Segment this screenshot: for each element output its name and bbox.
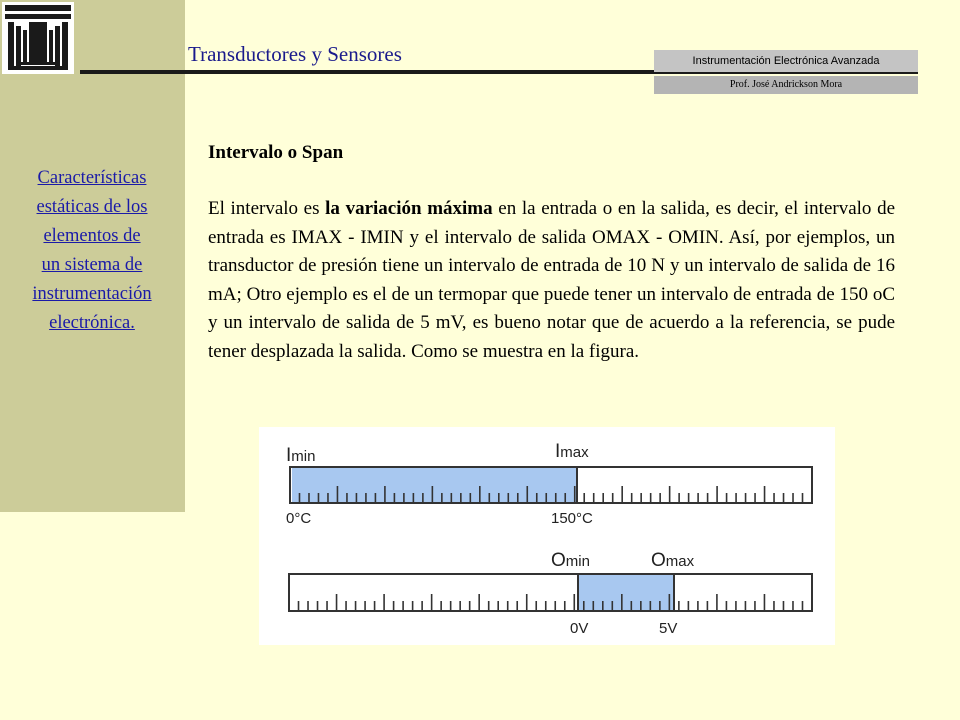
sidebar-topic-link[interactable]	[4, 164, 180, 338]
body-paragraph	[208, 195, 895, 366]
output-scale-ticks	[299, 594, 803, 610]
output-min-label: Omin	[551, 550, 590, 571]
span-figure	[259, 427, 835, 645]
sidebar-link-line: un sistema de	[41, 255, 143, 275]
input-start-label: 0°C	[286, 510, 312, 527]
paragraph-text: en la entrada o en la salida, es decir, el intervalo de entrada es IMAX - IMIN y el intervalo de salida OMAX - OMIN. Así, por ejemplos, un transductor de presión tiene un intervalo de entrada de 10 N y un intervalo de salida de 16 mA; Otro ejemplo es el de un termopar que puede tener un intervalo de entrada de 150 oC y un intervalo de salida de 5 mV, es bueno notar que de acuerdo a la referencia, se pude tener desplazada la salida. Como se muestra en la figura.	[208, 198, 895, 362]
input-max-label: Imax	[555, 441, 589, 462]
sidebar-panel	[0, 0, 185, 512]
sidebar-link-line: electrónica.	[49, 313, 135, 333]
sidebar-link-line: Características	[37, 168, 147, 188]
output-scale-bar	[289, 574, 812, 611]
page-title: Transductores y Sensores	[188, 42, 402, 66]
output-start-label: 0V	[570, 620, 589, 637]
paragraph-bold-text: la variación máxima	[325, 198, 493, 219]
institution-logo-icon	[2, 2, 74, 74]
input-end-label: 150°C	[551, 510, 593, 527]
paragraph-text: El intervalo es	[208, 198, 326, 219]
input-min-label: Imin	[286, 445, 316, 466]
sidebar-link-line: instrumentación	[32, 284, 152, 304]
input-range-highlight	[292, 468, 577, 502]
sidebar-link-line: elementos de	[43, 226, 141, 246]
sidebar-link-line: estáticas de los	[36, 197, 148, 217]
output-max-label: Omax	[651, 550, 695, 571]
section-title: Intervalo o Span	[208, 142, 344, 163]
course-name-badge: Instrumentación Electrónica Avanzada	[654, 50, 918, 72]
output-end-label: 5V	[659, 620, 678, 637]
professor-name-badge: Prof. José Andrickson Mora	[654, 76, 918, 94]
